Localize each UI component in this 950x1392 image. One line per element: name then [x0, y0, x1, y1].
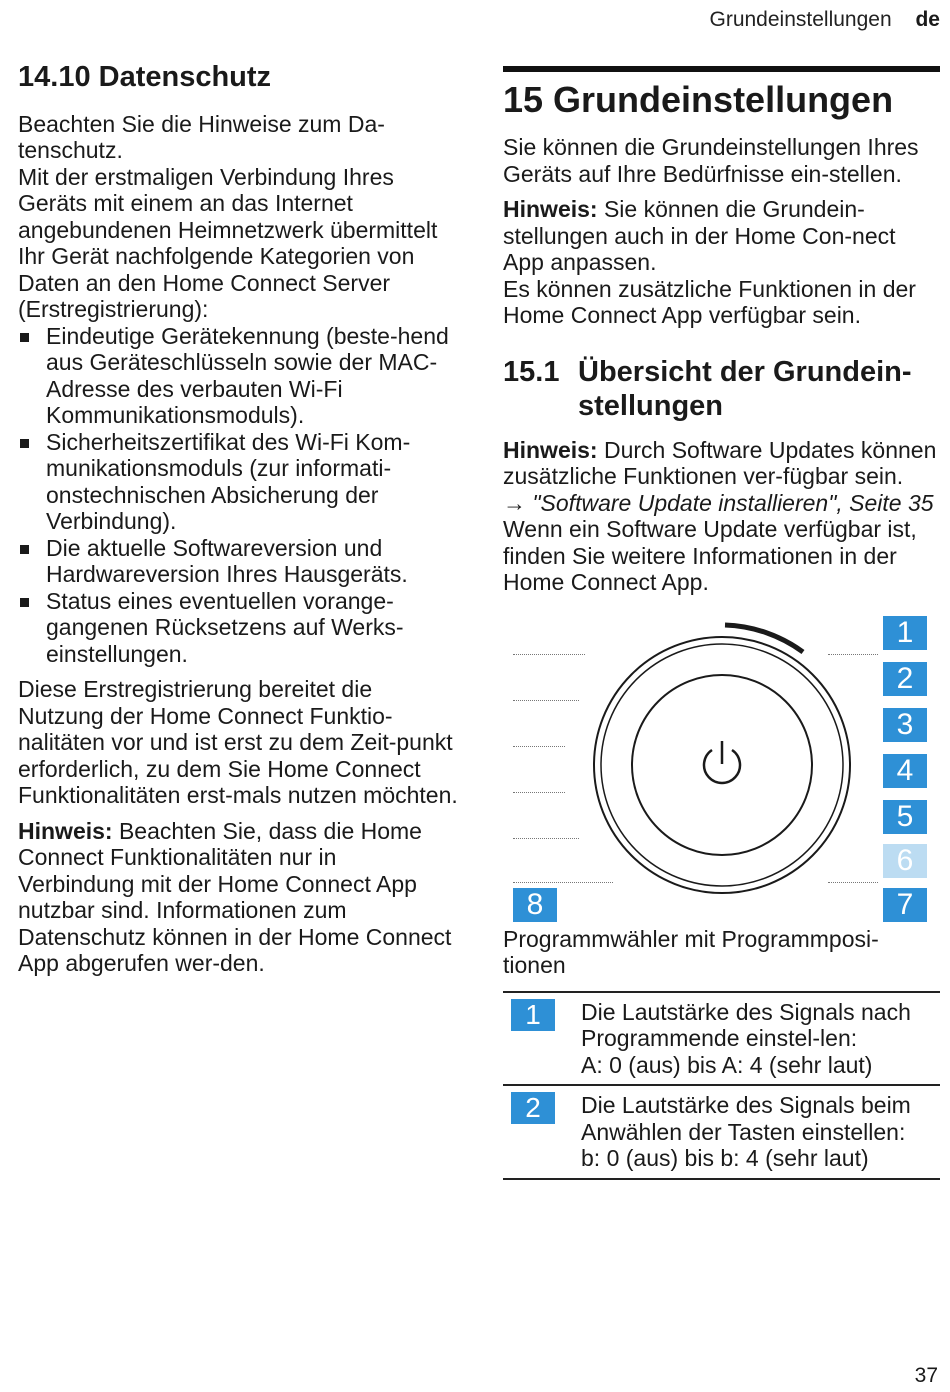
header-language: de [915, 8, 940, 31]
position-badge-4: 4 [883, 754, 927, 788]
note-text: Durch Software Updates können zusätzliche Funktionen ver-fügbar sein. [503, 436, 937, 489]
list-item [18, 535, 458, 588]
subsection-heading [503, 355, 940, 423]
list-item-text: Sicherheitszertifikat des Wi-Fi Kom-munikationsmoduls (zur informati-onstechnischen Absicherung der Verbindung). [46, 428, 411, 535]
note-paragraph [18, 818, 458, 977]
program-selector-dial [503, 612, 940, 922]
position-badge-1: 1 [883, 616, 927, 650]
legend-description: Die Lautstärke des Signals nach Programmende einstel-len: [581, 998, 911, 1051]
position-leader-line [513, 792, 565, 793]
right-column [503, 66, 940, 1180]
section-heading-datenschutz: 14.10 Datenschutz [18, 61, 272, 93]
list-item-text: Eindeutige Gerätekennung (beste-hend aus Geräteschlüsseln sowie der MAC-Adresse des verbauten Wi-Fi Kommunikationsmoduls). [46, 322, 449, 429]
bullet-icon [20, 545, 29, 554]
legend-text-cell [581, 992, 940, 1086]
legend-badge: 1 [511, 999, 555, 1031]
chapter-heading: 15 Grundeinstellungen [503, 79, 894, 120]
bullet-icon [20, 598, 29, 607]
data-category-list [18, 323, 458, 668]
table-row [503, 992, 940, 1086]
bullet-icon [20, 333, 29, 342]
position-leader-line [513, 700, 579, 701]
note-text: Beachten Sie, dass die Home Connect Funktionalitäten nur in Verbindung mit der Home Connect App nutzbar sind. Informationen zum Datenschutz können in der Home Connect App abgerufen wer-den. [18, 817, 452, 977]
left-column [18, 60, 458, 977]
cross-reference-link[interactable]: → "Software Update installieren", Seite 35 [503, 489, 934, 516]
chapter-rule [503, 66, 940, 72]
note-paragraph-updates [503, 437, 940, 490]
legend-badge: 2 [511, 1092, 555, 1124]
note-text: Sie können die Grundein-stellungen auch in der Home Con-nect App anpassen. [503, 196, 896, 275]
legend-number-cell [503, 992, 581, 1086]
subsection-title: Übersicht der Grundein-stellungen [578, 355, 912, 422]
list-item-text: Die aktuelle Softwareversion und Hardwareversion Ihres Hausgeräts. [46, 534, 408, 588]
position-badge-2: 2 [883, 662, 927, 696]
paragraph-update-info: Wenn ein Software Update verfügbar ist, finden Sie weitere Informationen in der Home Connect App. [503, 516, 917, 595]
position-badge-5: 5 [883, 800, 927, 834]
list-item [18, 429, 458, 535]
position-badge-8: 8 [513, 888, 557, 922]
position-leader-line [513, 746, 565, 747]
note-label: Hinweis: [503, 196, 598, 222]
paragraph-initial-registration: Diese Erstregistrierung bereitet die Nutzung der Home Connect Funktio-nalitäten vor und ist erst zu dem Zeit-punkt erforderlich, zu dem Sie Home Connect Funktionalitäten erst-mals nutzen möchten. [18, 676, 458, 809]
legend-number-cell [503, 1085, 581, 1179]
position-badge-6: 6 [883, 844, 927, 878]
position-leader-line [513, 838, 579, 839]
subsection-number: 15.1 [503, 355, 560, 388]
page-number: 37 [914, 1364, 938, 1387]
figure-caption: Programmwähler mit Programmposi-tionen [503, 925, 879, 978]
paragraph-intro: Sie können die Grundeinstellungen Ihres Geräts auf Ihre Bedürfnisse ein-stellen. [503, 134, 919, 187]
paragraph-app-functions: Es können zusätzliche Funktionen in der Home Connect App verfügbar sein. [503, 275, 916, 328]
paragraph-registration: Mit der erstmaligen Verbindung Ihres Geräts mit einem an das Internet angebundenen Heimnetzwerk übermittelt Ihr Gerät nachfolgende Kategorien von Daten an den Home Connect Server (Erstregistrierung): [18, 163, 438, 323]
position-leader-line [828, 882, 878, 883]
legend-text-cell [581, 1085, 940, 1179]
paragraph-privacy-notice: Beachten Sie die Hinweise zum Da-tenschutz. [18, 110, 385, 164]
position-leader-line [513, 654, 585, 655]
table-row [503, 1085, 940, 1179]
legend-value-range: b: 0 (aus) bis b: 4 (sehr laut) [581, 1145, 869, 1171]
running-header [710, 8, 941, 32]
position-leader-line [513, 882, 613, 883]
legend-description: Die Lautstärke des Signals beim Anwählen der Tasten einstellen: [581, 1092, 911, 1145]
program-selector-figure [503, 612, 940, 922]
note-label: Hinweis: [503, 436, 598, 463]
bullet-icon [20, 439, 29, 448]
settings-legend-table [503, 991, 940, 1180]
note-label: Hinweis: [18, 817, 113, 844]
note-paragraph-app [503, 196, 940, 276]
header-section-title: Grundeinstellungen [709, 8, 892, 31]
legend-value-range: A: 0 (aus) bis A: 4 (sehr laut) [581, 1051, 873, 1078]
position-leader-line [828, 654, 878, 655]
power-icon [704, 741, 740, 783]
list-item-text: Status eines eventuellen vorange-gangenen Rücksetzens auf Werks-einstellungen. [46, 587, 404, 667]
list-item [18, 588, 458, 668]
list-item [18, 323, 458, 429]
position-badge-7: 7 [883, 888, 927, 922]
position-badge-3: 3 [883, 708, 927, 742]
